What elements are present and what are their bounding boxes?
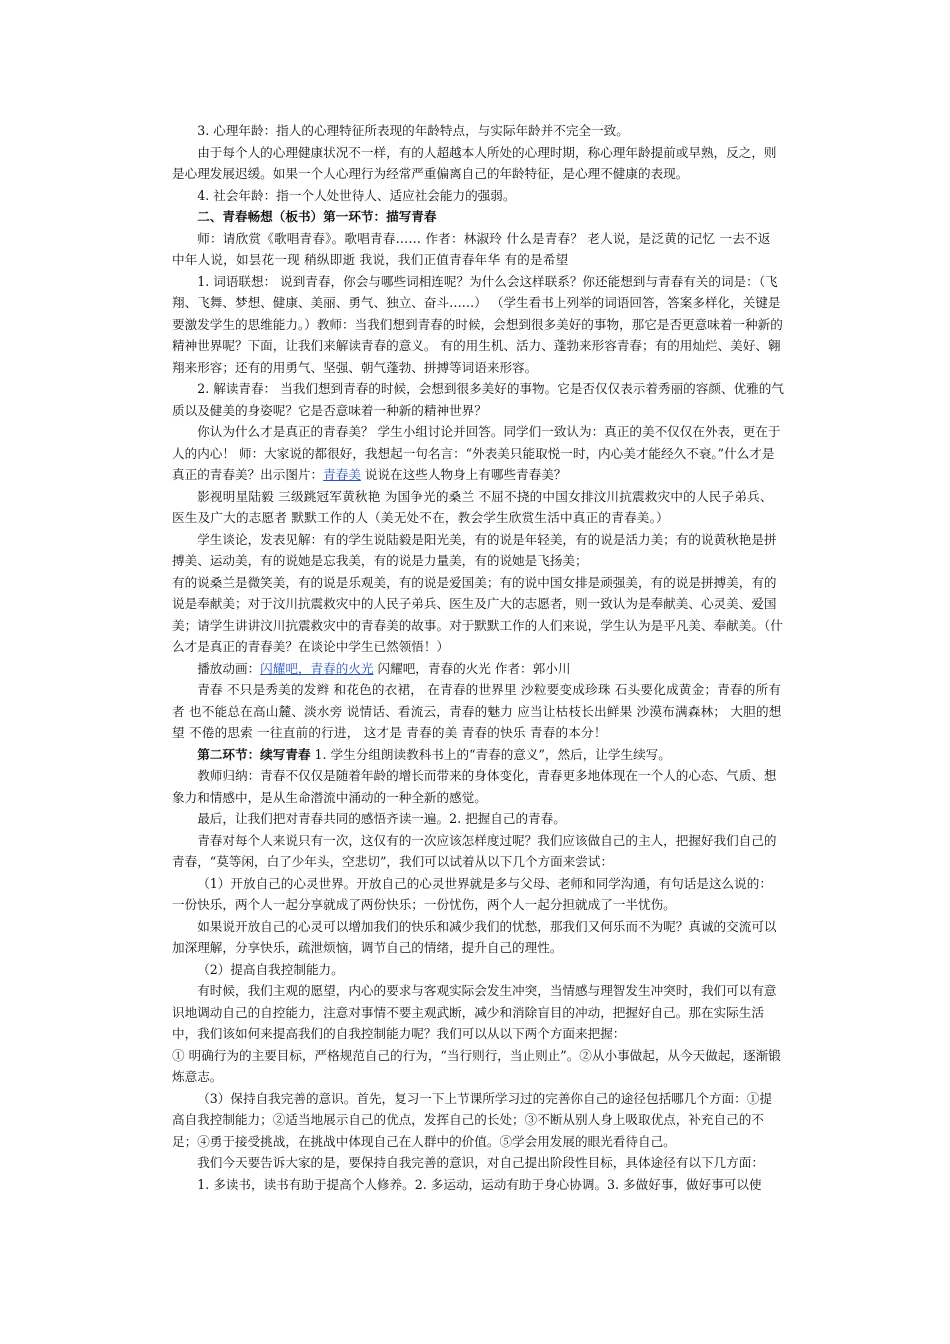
text-group-reading: 1. 学生分组朗读教科书上的“青春的意义”，然后，让学生续写。: [310, 746, 671, 762]
paragraph-self-control-methods: ① 明确行为的主要目标，严格规范自己的行为，“当行则行，当止则止”。②从小事做起，从今天做起，逐渐锻炼意志。: [172, 1047, 781, 1084]
section-heading-youth-imagination: 二、青春畅想（板书）第一环节：描写青春: [197, 209, 437, 224]
paragraph-self-control-heading: （2）提高自我控制能力。: [197, 961, 344, 977]
paragraph-true-youth-beauty: [172, 421, 784, 486]
paragraph-read-together: 最后，让我们把对青春共同的感悟齐读一遍。2. 把握自己的青春。: [197, 811, 566, 826]
paragraph-open-heart: （1）开放自己的心灵世界。开放自己的心灵世界就是多与父母、老师和同学沟通，有句话是这么说的：一份快乐，两个人一起分享就成了两份快乐；一份忧伤，两个人一起分担就成了一半忧伤。: [172, 875, 772, 912]
paragraph-self-improvement: （3）保持自我完善的意识。首先，复习一下上节课所学习过的完善你自己的途径包括哪几个方面：①提高自我控制能力；②适当地展示自己的优点，发挥自己的长处；③不断从别人身上吸取优点，补充自己的不足；④勇于接受挑战，在挑战中体现自己在人群中的价值。⑤学会用发展的眼光看待自己。: [172, 1090, 772, 1149]
paragraph-student-discussion: 学生谈论，发表见解：有的学生说陆毅是阳光美，有的说是年轻美，有的说是活力美；有的说黄秋艳是拼搏美、运动美，有的说她是忘我美，有的说是力量美，有的说她是飞扬美；: [172, 531, 777, 568]
paragraph-sincere-communication: 如果说开放自己的心灵可以增加我们的快乐和减少我们的忧愁，那我们又何乐而不为呢？真诚的交流可以加深理解，分享快乐，疏泄烦恼，调节自己的情绪，提升自己的理性。: [172, 918, 777, 955]
paragraph-student-opinions: 有的说桑兰是微笑美，有的说是乐观美，有的说是爱国美；有的说中国女排是顽强美，有的说是拼搏美，有的说是奉献美；对于汶川抗震救灾中的人民子弟兵、医生及广大的志愿者，则一致认为是奉献美、心灵美、爱国美；请学生讲讲汶川抗震救灾中的青春美的故事。对于默默工作的人们来说，学生认为是平凡美、奉献美。（什么才是真正的青春美？在谈论中学生已然领悟！）: [172, 574, 783, 654]
paragraph-methods-list: 1. 多读书，读书有助于提高个人修养。2. 多运动，运动有助于身心协调。3. 多做好事，做好事可以使: [197, 1176, 762, 1192]
text-true-beauty-question: 你认为什么才是真正的青春美？ 学生小组讨论并回答。同学们一致认为：真正的美不仅仅在外表，更在于人的内心！ 师：大家说的都很好，我想起一句名言：“外表美只能取悦一时，内心美才能经久不衰。”什么才是真正的青春美？出示图片：: [172, 424, 781, 482]
paragraph-self-control: 有时候，我们主观的愿望，内心的要求与客观实际会发生冲突，当情感与理智发生冲突时，我们可以有意识地调动自己的自控能力，注意对事情不要主观武断，减少和消除盲目的冲动，把握好自己。那在实际生活中，我们该如何来提高我们的自我控制能力呢？我们可以从以下两个方面来把握：: [172, 983, 777, 1041]
paragraph-play-animation: [172, 658, 784, 680]
paragraph-poem-sing-youth: 师：请欣赏《歌唱青春》。歌唱青春…… 作者：林淑玲 什么是青春？ 老人说，是泛黄的记忆 一去不返 中年人说，如昙花一现 稍纵即逝 我说，我们正值青春年华 有的是希望: [172, 230, 771, 267]
paragraph-role-models: 影视明星陆毅 三级跳冠军黄秋艳 为国争光的桑兰 不屈不挠的中国女排汶川抗震救灾中的人民子弟兵、医生及广大的志愿者 默默工作的人（美无处不在，教会学生欣赏生活中真正的青春美。）: [172, 488, 773, 525]
paragraph-teacher-summary: 教师归纳：青春不仅仅是随着年龄的增长而带来的身体变化，青春更多地体现在一个人的心态、气质、想象力和情感中，是从生命潜流中涌动的一种全新的感觉。: [172, 768, 777, 805]
link-youth-beauty-picture[interactable]: 青春美: [323, 467, 361, 482]
paragraph-grasp-youth: 青春对每个人来说只有一次，这仅有的一次应该怎样度过呢？我们应该做自己的主人，把握好我们自己的青春，“莫等闲，白了少年头，空悲切”，我们可以试着从以下几个方面来尝试：: [172, 832, 777, 869]
paragraph-stage-goals: 我们今天要告诉大家的是，要保持自我完善的意识，对自己提出阶段性目标，具体途径有以下几方面：: [197, 1155, 764, 1170]
paragraph-social-age: 4. 社会年龄：指一个人处世待人、适应社会能力的强弱。: [197, 187, 516, 203]
paragraph-interpret-youth: 2. 解读青春： 当我们想到青春的时候，会想到很多美好的事物。它是否仅仅表示着秀丽的容颜、优雅的气质以及健美的身姿呢？它是否意味着一种新的精神世界？: [172, 381, 784, 418]
link-shine-youth-flame[interactable]: 闪耀吧，青春的火光: [260, 660, 374, 676]
document-page: [172, 120, 784, 1195]
text-poem-title-author: 闪耀吧，青春的火光 作者：郭小川: [373, 660, 571, 676]
section-heading-continue-youth: 第二环节：续写青春: [197, 746, 311, 762]
paragraph-psychological-health: 由于每个人的心理健康状况不一样，有的人超越本人所处的心理时期，称心理年龄提前或早熟，反之，则是心理发展迟缓。如果一个人心理行为经常严重偏离自己的年龄特征，是心理不健康的表现。: [172, 144, 777, 181]
text-play-animation-label: 播放动画：: [197, 660, 261, 676]
paragraph-poem-shine: 青春 不只是秀美的发辫 和花色的衣裙， 在青春的世界里 沙粒要变成珍珠 石头要化成黄金；青春的所有者 也不能总在高山麓、淡水旁 说情话、看流云，青春的魅力 应当让枯枝长出鲜果 沙漠布满森林； 大胆的想望 不倦的思索 一往直前的行进， 这才是 青春的美 青春的快乐 青春的本分！: [172, 682, 782, 740]
paragraph-psychological-age: 3. 心理年龄：指人的心理特征所表现的年龄特点，与实际年龄并不完全一致。: [197, 123, 629, 138]
paragraph-continue-youth: [172, 744, 784, 766]
text-youth-beauty-prompt: 说说在这些人物身上有哪些青春美？: [360, 467, 567, 482]
paragraph-word-association: 1. 词语联想： 说到青春，你会与哪些词相连呢？为什么会这样联系？你还能想到与青春有关的词是：（飞翔、飞舞、梦想、健康、美丽、勇气、独立、奋斗……） （学生看书上列举的词语回答，答案多样化，关键是要激发学生的思维能力。）教师：当我们想到青春的时候，会想到很多美好的事物，那它是否更意味着一种新的精神世界呢？下面，让我们来解读青春的意义。 有的用生机、活力、蓬勃来形容青春；有的用灿烂、美好、翱翔来形容；还有的用勇气、坚强、朝气蓬勃、拼搏等词语来形容。: [172, 273, 783, 375]
